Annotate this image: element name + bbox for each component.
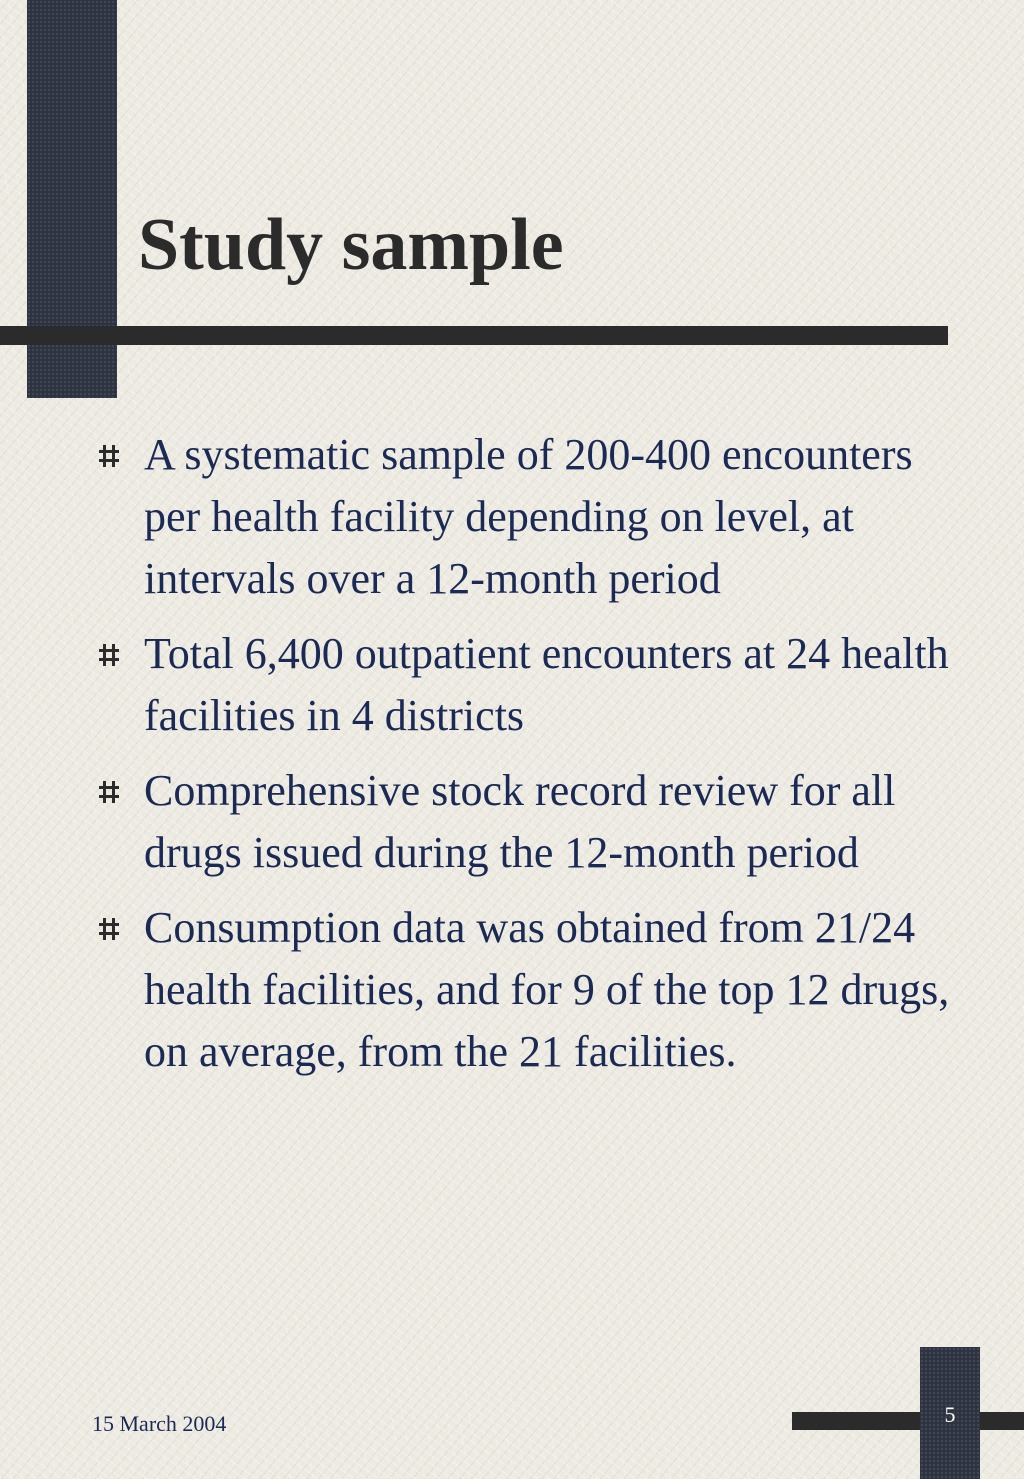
footer-date: 15 March 2004 (92, 1411, 227, 1436)
hash-bullet-icon (98, 444, 120, 468)
bullet-text: Consumption data was obtained from 21/24 health facilities, and for 9 of the top 12 drugs, on average, from the 21 facilities. (144, 903, 950, 1076)
decorative-footer-rule (792, 1412, 1024, 1430)
slide-title: Study sample (138, 204, 564, 286)
bullet-list (90, 424, 970, 1096)
bullet-item-3 (90, 760, 970, 884)
bullet-item-1 (90, 424, 970, 610)
title-underline-rule (0, 326, 948, 345)
hash-bullet-icon (98, 780, 120, 804)
hash-bullet-icon (98, 643, 120, 667)
bullet-text: Total 6,400 outpatient encounters at 24 health facilities in 4 districts (144, 629, 949, 740)
bullet-item-2 (90, 623, 970, 747)
bullet-text: A systematic sample of 200-400 encounters per health facility depending on level, at intervals over a 12-month period (144, 430, 913, 603)
page-number: 5 (944, 1402, 956, 1427)
bullet-text: Comprehensive stock record review for all drugs issued during the 12-month period (144, 766, 896, 877)
bullet-item-4 (90, 897, 970, 1083)
hash-bullet-icon (98, 917, 120, 941)
